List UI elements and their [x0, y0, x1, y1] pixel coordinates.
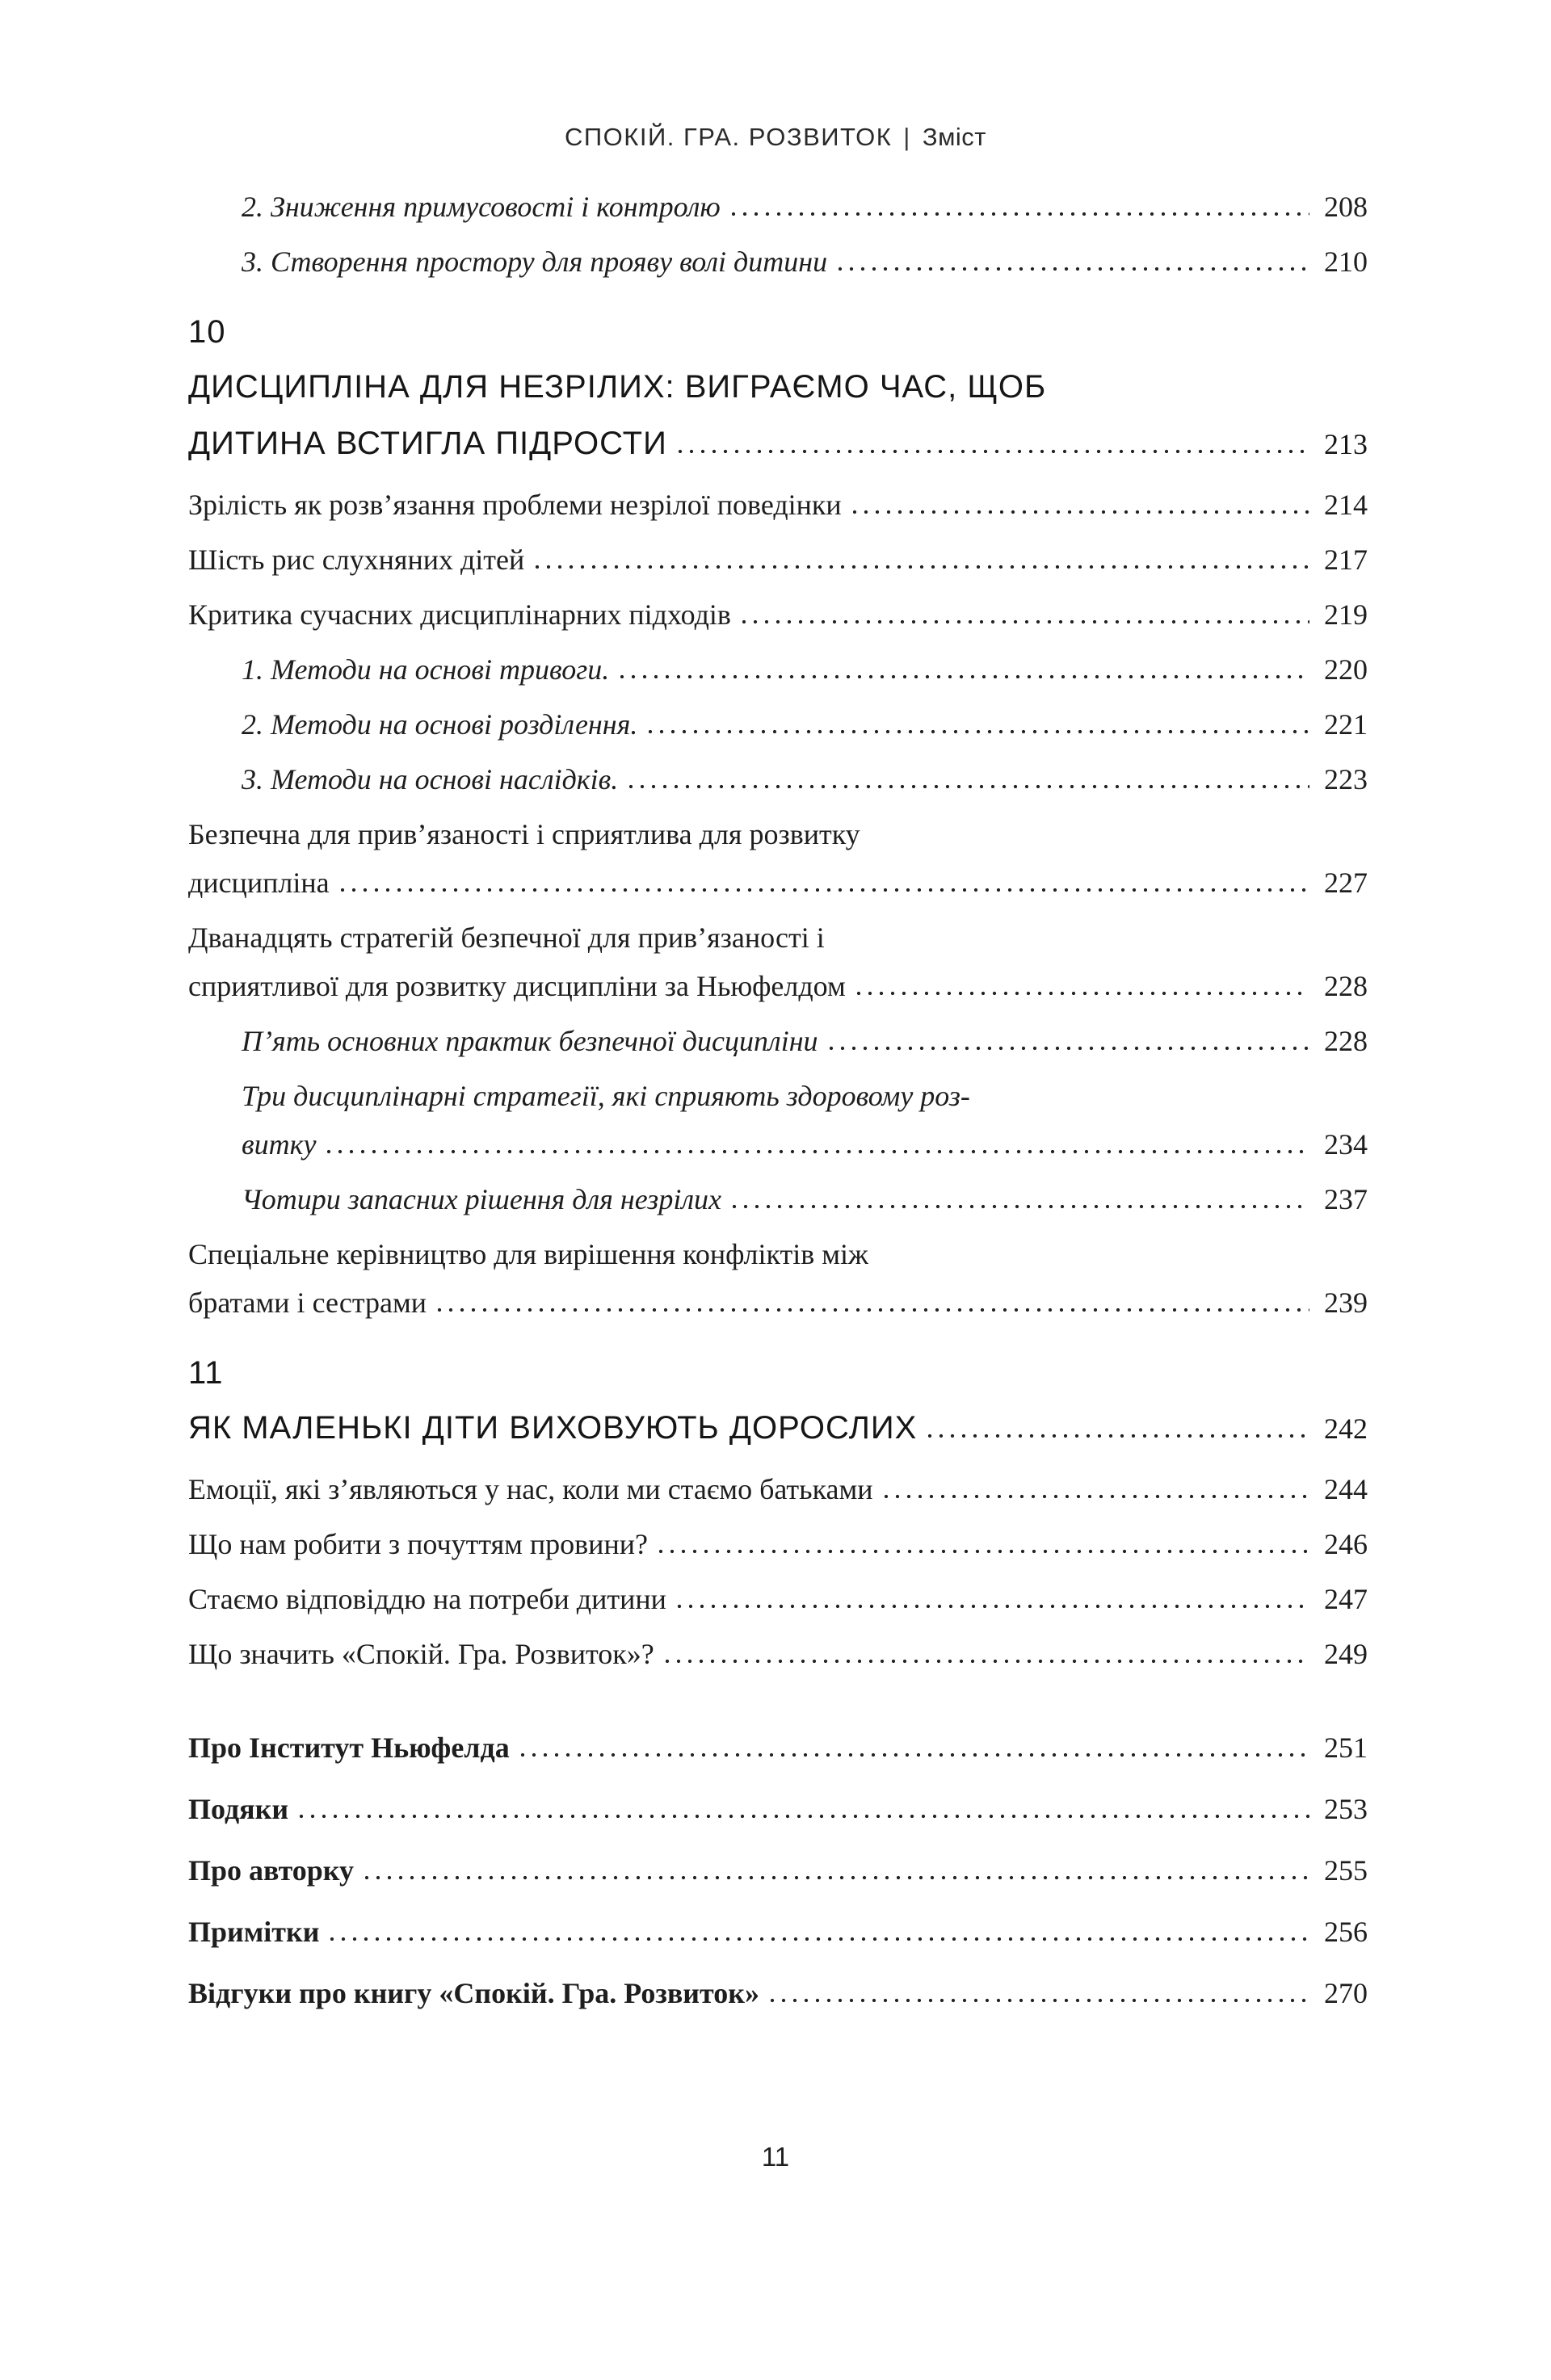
dot-leader — [834, 267, 1309, 271]
toc-entry — [188, 481, 1368, 529]
toc-entry-line — [188, 913, 1368, 962]
toc-entry-line — [242, 237, 1368, 286]
entry-title: Чотири запасних рішення для незрілих — [242, 1183, 721, 1215]
entry-page-number: 249 — [1324, 1638, 1368, 1670]
dot-leader — [532, 565, 1309, 569]
entry-page-number: 246 — [1324, 1528, 1368, 1560]
dot-leader — [674, 1604, 1309, 1609]
page-header — [0, 121, 1551, 153]
entry-page-number: 208 — [1324, 191, 1368, 223]
toc-entry — [188, 645, 1368, 694]
entry-page-number: 270 — [1324, 1977, 1368, 2009]
toc-entry — [188, 535, 1368, 584]
toc-entry — [188, 1175, 1368, 1224]
entry-title: Подяки — [188, 1793, 289, 1825]
folio-page-number: 11 — [761, 2142, 790, 2172]
header-separator: | — [903, 123, 911, 151]
entry-title: Шість рис слухняних дітей — [188, 544, 525, 576]
toc-entry — [188, 1230, 1368, 1327]
toc-entry — [188, 1908, 1368, 1956]
entry-title: витку — [242, 1128, 317, 1161]
entry-title: 3. Методи на основі наслідків. — [242, 763, 619, 795]
entry-title: Дванадцять стратегій безпечної для прив’язаності і — [188, 921, 825, 954]
chapter-number: 11 — [188, 1355, 224, 1391]
entry-title: Критика сучасних дисциплінарних підходів — [188, 598, 731, 631]
toc-entry-line — [188, 1465, 1368, 1513]
toc-entry-line — [242, 1175, 1368, 1224]
toc-entry-line — [188, 1630, 1368, 1678]
toc-entry-line — [242, 1072, 1368, 1120]
entry-title: ДИТИНА ВСТИГЛА ПІДРОСТИ — [188, 426, 667, 461]
dot-leader — [361, 1875, 1309, 1880]
entry-page-number: 251 — [1324, 1731, 1368, 1764]
entry-page-number: 247 — [1324, 1583, 1368, 1615]
toc-entry-line — [242, 700, 1368, 749]
entry-page-number: 217 — [1324, 544, 1368, 576]
toc-entry — [188, 1465, 1368, 1513]
chapter-number: 10 — [188, 314, 226, 350]
toc-entry — [188, 590, 1368, 639]
page-footer — [0, 2142, 1551, 2172]
dot-leader — [625, 784, 1309, 789]
entry-title: Примітки — [188, 1916, 320, 1948]
toc-entry-line — [188, 962, 1368, 1010]
entry-page-number: 237 — [1324, 1183, 1368, 1215]
toc-entry — [188, 1846, 1368, 1895]
dot-leader — [323, 1149, 1309, 1154]
entry-title: Що нам робити з почуттям провини? — [188, 1528, 648, 1560]
entry-page-number: 223 — [1324, 763, 1368, 795]
entry-title: сприятливої для розвитку дисципліни за Ньюфелдом — [188, 970, 846, 1002]
entry-title: Відгуки про книгу «Спокій. Гра. Розвиток» — [188, 1977, 759, 2009]
entry-page-number: 228 — [1324, 1025, 1368, 1057]
dot-leader — [738, 619, 1309, 624]
dot-leader — [655, 1549, 1309, 1554]
toc-entry — [188, 1520, 1368, 1568]
entry-page-number: 210 — [1324, 246, 1368, 278]
entry-title: 2. Зниження примусовості і контролю — [242, 191, 721, 223]
toc-entry-line — [242, 645, 1368, 694]
dot-leader — [853, 991, 1309, 996]
entry-page-number: 253 — [1324, 1793, 1368, 1825]
entry-page-number: 213 — [1324, 428, 1368, 460]
entry-page-number: 242 — [1324, 1412, 1368, 1445]
toc-entry-line — [188, 1785, 1368, 1833]
entry-title: П’ять основних практик безпечної дисципліни — [242, 1025, 818, 1057]
toc-entry-line — [242, 1017, 1368, 1065]
dot-leader — [296, 1814, 1309, 1819]
toc-list — [188, 183, 1368, 2017]
toc-entry-line — [188, 1575, 1368, 1623]
toc-entry — [188, 1575, 1368, 1623]
entry-page-number: 256 — [1324, 1916, 1368, 1948]
toc-entry — [188, 1346, 1368, 1457]
toc-entry — [188, 913, 1368, 1010]
toc-entry-line — [188, 535, 1368, 584]
entry-title: Три дисциплінарні стратегії, які сприяють здоровому роз- — [242, 1080, 970, 1112]
entry-title: Емоції, які з’являються у нас, коли ми стаємо батьками — [188, 1473, 873, 1505]
entry-title: Стаємо відповіддю на потреби дитини — [188, 1583, 666, 1615]
toc-entry-line — [188, 481, 1368, 529]
entry-title: ЯК МАЛЕНЬКІ ДІТИ ВИХОВУЮТЬ ДОРОСЛИХ — [188, 1410, 918, 1446]
toc-entry — [188, 700, 1368, 749]
dot-leader — [645, 729, 1309, 734]
dot-leader — [767, 1998, 1309, 2003]
entry-page-number: 244 — [1324, 1473, 1368, 1505]
dot-leader — [675, 449, 1309, 454]
entry-page-number: 227 — [1324, 867, 1368, 899]
dot-leader — [517, 1752, 1309, 1757]
toc-entry-line — [242, 183, 1368, 231]
dot-leader — [337, 888, 1309, 892]
toc-entry — [188, 1785, 1368, 1833]
entry-title: дисципліна — [188, 867, 330, 899]
dot-leader — [849, 510, 1309, 514]
entry-page-number: 214 — [1324, 489, 1368, 521]
dot-leader — [826, 1046, 1309, 1051]
toc-entry — [188, 1072, 1368, 1169]
dot-leader — [434, 1308, 1309, 1312]
entry-page-number: 234 — [1324, 1128, 1368, 1161]
entry-page-number: 228 — [1324, 970, 1368, 1002]
entry-title: Про Інститут Ньюфелда — [188, 1731, 510, 1764]
toc-entry — [188, 1969, 1368, 2017]
entry-title: 2. Методи на основі розділення. — [242, 708, 638, 741]
toc-entry — [188, 305, 1368, 472]
toc-entry-line — [188, 359, 1368, 415]
book-title: СПОКІЙ. ГРА. РОЗВИТОК — [565, 123, 893, 151]
toc-entry — [188, 1630, 1368, 1678]
toc-entry-line — [188, 1846, 1368, 1895]
entry-page-number: 239 — [1324, 1287, 1368, 1319]
dot-leader — [616, 674, 1309, 679]
toc-entry-line — [188, 1400, 1368, 1457]
toc-entry-line — [242, 755, 1368, 804]
dot-leader — [729, 1204, 1309, 1209]
toc-entry — [188, 755, 1368, 804]
toc-entry-line — [188, 858, 1368, 907]
entry-page-number: 221 — [1324, 708, 1368, 741]
toc-entry-line — [188, 810, 1368, 858]
toc-entry-line — [188, 415, 1368, 472]
entry-title: братами і сестрами — [188, 1287, 427, 1319]
toc-entry — [188, 237, 1368, 286]
entry-title: Зрілість як розв’язання проблеми незрілої поведінки — [188, 489, 842, 521]
entry-page-number: 255 — [1324, 1854, 1368, 1887]
toc-entry-line — [188, 1278, 1368, 1327]
dot-leader — [728, 212, 1309, 216]
toc-entry-line — [188, 1230, 1368, 1278]
toc-entry — [188, 1017, 1368, 1065]
toc-entry — [188, 1723, 1368, 1772]
entry-page-number: 220 — [1324, 653, 1368, 686]
dot-leader — [326, 1937, 1309, 1941]
entry-title: Що значить «Спокій. Гра. Розвиток»? — [188, 1638, 654, 1670]
toc-entry-line — [188, 590, 1368, 639]
toc-entry — [188, 810, 1368, 907]
header-section-label: Зміст — [922, 123, 986, 151]
toc-entry-line — [242, 1120, 1368, 1169]
entry-title: Про авторку — [188, 1854, 355, 1887]
toc-entry-line — [188, 1723, 1368, 1772]
toc-entry — [188, 183, 1368, 231]
dot-leader — [881, 1494, 1309, 1499]
toc-entry-line — [188, 1520, 1368, 1568]
toc-entry-line — [188, 1908, 1368, 1956]
entry-title: 3. Створення простору для прояву волі дитини — [242, 246, 828, 278]
entry-title: Безпечна для прив’язаності і сприятлива для розвитку — [188, 818, 860, 850]
entry-page-number: 219 — [1324, 598, 1368, 631]
entry-title: 1. Методи на основі тривоги. — [242, 653, 610, 686]
dot-leader — [924, 1433, 1309, 1438]
toc-entry-line — [188, 1969, 1368, 2017]
entry-title: ДИСЦИПЛІНА ДЛЯ НЕЗРІЛИХ: ВИГРАЄМО ЧАС, ЩОБ — [188, 369, 1047, 405]
entry-title: Спеціальне керівництво для вирішення конфліктів між — [188, 1238, 868, 1270]
dot-leader — [662, 1659, 1309, 1664]
